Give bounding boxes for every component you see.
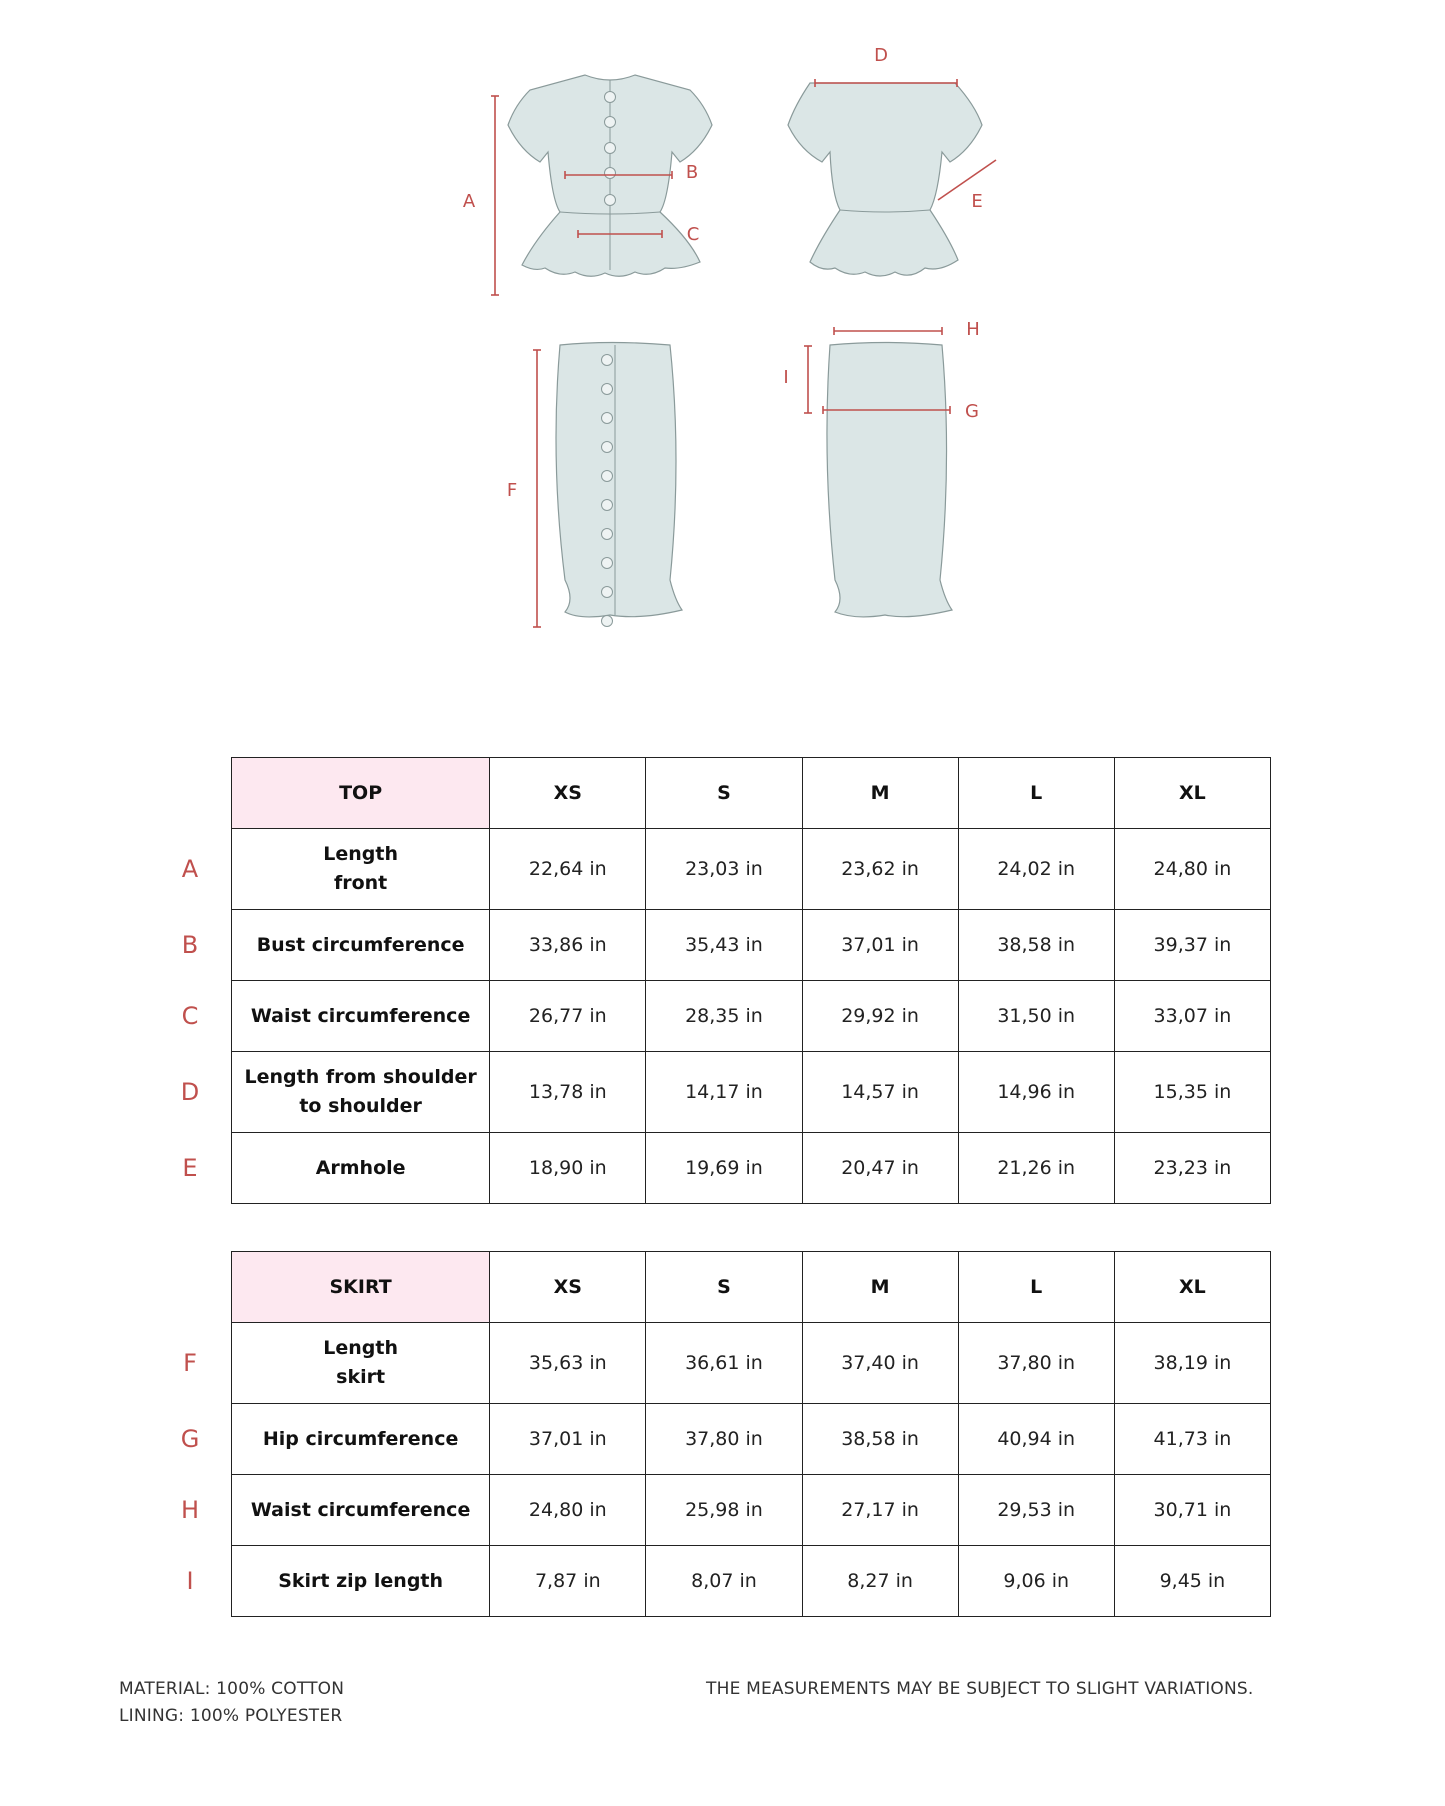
measure-letter-e: E bbox=[971, 191, 983, 212]
row-letter: G bbox=[180, 1424, 200, 1453]
measure-letter-a: A bbox=[462, 191, 476, 212]
button-icon bbox=[605, 143, 616, 154]
measurement-value: 23,03 in bbox=[646, 829, 802, 910]
top-size-table bbox=[231, 757, 1271, 1204]
row-letter: A bbox=[181, 854, 199, 883]
measurement-value: 24,80 in bbox=[490, 1475, 646, 1546]
measure-letter-i: I bbox=[783, 367, 789, 388]
measurement-value: 9,06 in bbox=[958, 1546, 1114, 1617]
measurement-value: 37,01 in bbox=[802, 910, 958, 981]
measurement-value: 29,92 in bbox=[802, 981, 958, 1052]
measurement-label: Bust circumference bbox=[232, 910, 490, 981]
table-row bbox=[232, 829, 1271, 910]
skirt-size-table bbox=[231, 1251, 1271, 1617]
measurement-value: 19,69 in bbox=[646, 1133, 802, 1204]
measurement-value: 14,17 in bbox=[646, 1052, 802, 1133]
size-header-s: S bbox=[646, 1252, 802, 1323]
size-header-xs: XS bbox=[490, 1252, 646, 1323]
button-icon bbox=[602, 413, 613, 424]
measure-letter-f: F bbox=[506, 480, 518, 501]
measurement-value: 24,02 in bbox=[958, 829, 1114, 910]
measurement-value: 20,47 in bbox=[802, 1133, 958, 1204]
size-header-xs: XS bbox=[490, 758, 646, 829]
top-table-header: TOP bbox=[232, 758, 490, 829]
measure-letter-h: H bbox=[966, 319, 980, 340]
measurement-value: 37,80 in bbox=[958, 1323, 1114, 1404]
material-text: MATERIAL: 100% COTTON bbox=[119, 1679, 345, 1699]
measurement-value: 36,61 in bbox=[646, 1323, 802, 1404]
row-letter: C bbox=[181, 1001, 199, 1030]
measurement-value: 41,73 in bbox=[1114, 1404, 1270, 1475]
measurement-value: 37,80 in bbox=[646, 1404, 802, 1475]
button-icon bbox=[602, 355, 613, 366]
table-row bbox=[232, 1323, 1271, 1404]
size-header-l: L bbox=[958, 758, 1114, 829]
measurement-value: 31,50 in bbox=[958, 981, 1114, 1052]
button-icon bbox=[602, 558, 613, 569]
measurement-label: Length from shoulder to shoulder bbox=[232, 1052, 490, 1133]
button-icon bbox=[602, 529, 613, 540]
row-letter: H bbox=[180, 1495, 200, 1524]
measurement-value: 21,26 in bbox=[958, 1133, 1114, 1204]
measurement-value: 39,37 in bbox=[1114, 910, 1270, 981]
button-icon bbox=[602, 587, 613, 598]
measurement-label: Hip circumference bbox=[232, 1404, 490, 1475]
measurement-value: 29,53 in bbox=[958, 1475, 1114, 1546]
button-icon bbox=[602, 442, 613, 453]
measurement-value: 37,01 in bbox=[490, 1404, 646, 1475]
table-row bbox=[232, 1475, 1271, 1546]
measurement-label: Armhole bbox=[232, 1133, 490, 1204]
button-icon bbox=[605, 117, 616, 128]
measurement-value: 26,77 in bbox=[490, 981, 646, 1052]
measure-letter-b: B bbox=[685, 162, 699, 183]
measurement-label: Waist circumference bbox=[232, 981, 490, 1052]
measurement-value: 37,40 in bbox=[802, 1323, 958, 1404]
top-table-header-row bbox=[232, 758, 1271, 829]
skirt-table-header-row bbox=[232, 1252, 1271, 1323]
measurement-value: 23,62 in bbox=[802, 829, 958, 910]
size-header-m: M bbox=[802, 1252, 958, 1323]
measurement-value: 33,86 in bbox=[490, 910, 646, 981]
measurement-value: 40,94 in bbox=[958, 1404, 1114, 1475]
garment-diagram bbox=[0, 0, 1445, 680]
measurement-value: 8,07 in bbox=[646, 1546, 802, 1617]
measurement-value: 30,71 in bbox=[1114, 1475, 1270, 1546]
table-row bbox=[232, 1133, 1271, 1204]
measurement-value: 7,87 in bbox=[490, 1546, 646, 1617]
row-letter: E bbox=[182, 1153, 198, 1182]
size-header-l: L bbox=[958, 1252, 1114, 1323]
measurement-value: 14,96 in bbox=[958, 1052, 1114, 1133]
measurement-value: 13,78 in bbox=[490, 1052, 646, 1133]
measurement-value: 24,80 in bbox=[1114, 829, 1270, 910]
button-icon bbox=[605, 168, 616, 179]
skirt-front-drawing bbox=[556, 343, 682, 617]
measurement-value: 23,23 in bbox=[1114, 1133, 1270, 1204]
measurement-value: 38,19 in bbox=[1114, 1323, 1270, 1404]
row-letter: F bbox=[183, 1348, 197, 1377]
measurement-value: 8,27 in bbox=[802, 1546, 958, 1617]
size-header-xl: XL bbox=[1114, 1252, 1270, 1323]
lining-text: LINING: 100% POLYESTER bbox=[119, 1706, 343, 1726]
measurement-value: 25,98 in bbox=[646, 1475, 802, 1546]
skirt-back-drawing bbox=[827, 343, 952, 617]
measurement-label: Length skirt bbox=[232, 1323, 490, 1404]
size-header-m: M bbox=[802, 758, 958, 829]
measurement-value: 14,57 in bbox=[802, 1052, 958, 1133]
variation-note: THE MEASUREMENTS MAY BE SUBJECT TO SLIGHT VARIATIONS. bbox=[706, 1679, 1254, 1699]
measurement-label: Waist circumference bbox=[232, 1475, 490, 1546]
measurement-value: 38,58 in bbox=[958, 910, 1114, 981]
button-icon bbox=[602, 384, 613, 395]
table-row bbox=[232, 910, 1271, 981]
measurement-value: 15,35 in bbox=[1114, 1052, 1270, 1133]
table-row bbox=[232, 1052, 1271, 1133]
size-header-s: S bbox=[646, 758, 802, 829]
measure-e bbox=[938, 160, 996, 200]
measure-letter-g: G bbox=[965, 401, 979, 422]
table-row bbox=[232, 1404, 1271, 1475]
measurement-value: 28,35 in bbox=[646, 981, 802, 1052]
button-icon bbox=[602, 500, 613, 511]
row-letter: D bbox=[180, 1077, 200, 1106]
material-info bbox=[119, 1676, 344, 1730]
measure-letter-c: C bbox=[686, 224, 700, 245]
measurement-value: 35,43 in bbox=[646, 910, 802, 981]
measurement-value: 18,90 in bbox=[490, 1133, 646, 1204]
button-icon bbox=[602, 616, 613, 627]
size-header-xl: XL bbox=[1114, 758, 1270, 829]
button-icon bbox=[605, 195, 616, 206]
measurement-label: Length front bbox=[232, 829, 490, 910]
measurement-value: 22,64 in bbox=[490, 829, 646, 910]
measurement-value: 33,07 in bbox=[1114, 981, 1270, 1052]
measurement-value: 38,58 in bbox=[802, 1404, 958, 1475]
top-back-drawing bbox=[788, 83, 982, 276]
measurement-value: 35,63 in bbox=[490, 1323, 646, 1404]
skirt-table-header: SKIRT bbox=[232, 1252, 490, 1323]
measurement-value: 9,45 in bbox=[1114, 1546, 1270, 1617]
table-row bbox=[232, 1546, 1271, 1617]
measure-letter-d: D bbox=[874, 45, 888, 66]
button-icon bbox=[605, 92, 616, 103]
row-letter: I bbox=[186, 1566, 194, 1595]
button-icon bbox=[602, 471, 613, 482]
row-letter: B bbox=[181, 930, 199, 959]
measurement-value: 27,17 in bbox=[802, 1475, 958, 1546]
table-row bbox=[232, 981, 1271, 1052]
measurement-label: Skirt zip length bbox=[232, 1546, 490, 1617]
garment-drawings bbox=[508, 75, 982, 627]
